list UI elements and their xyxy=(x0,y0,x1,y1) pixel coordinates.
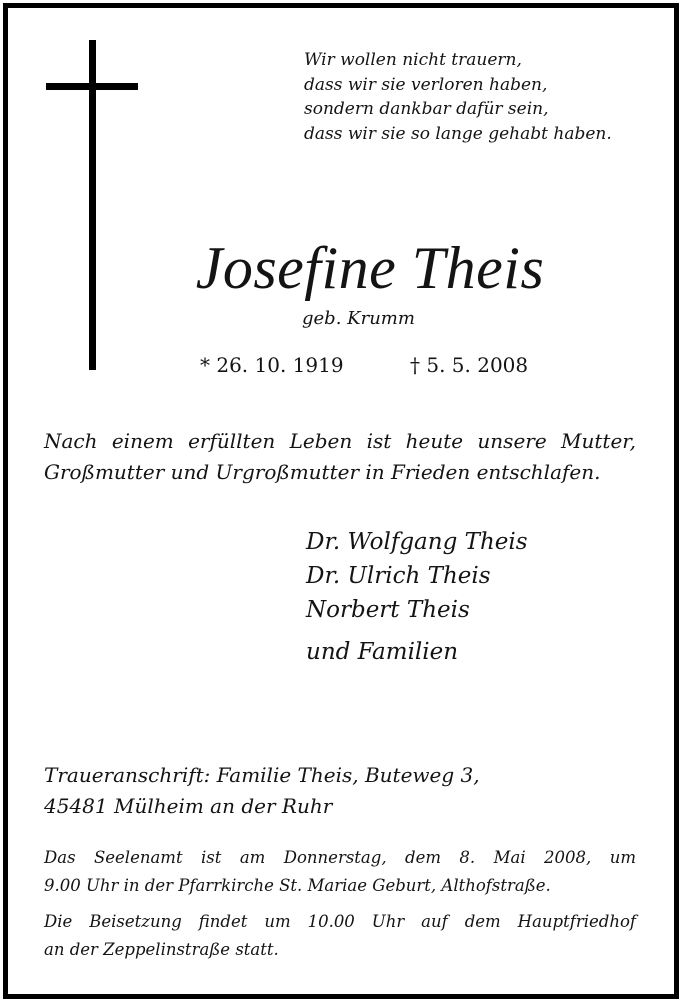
burial-notice xyxy=(44,908,636,964)
mourner-families: und Familien xyxy=(306,639,459,665)
requiem-notice xyxy=(44,844,636,900)
mourner-name: Dr. Ulrich Theis xyxy=(306,563,491,589)
mourning-address xyxy=(44,760,480,822)
death-date: † 5. 5. 2008 xyxy=(410,353,529,377)
cross-horizontal-bar xyxy=(46,83,138,90)
mourner-name: Norbert Theis xyxy=(306,597,470,623)
announcement-line: Großmutter und Urgroßmutter in Frieden entschlafen. xyxy=(44,460,601,484)
deceased-name: Josefine Theis xyxy=(195,235,545,301)
poem-line: Wir wollen nicht trauern, xyxy=(304,50,522,70)
announcement-text xyxy=(44,426,636,488)
announcement-line: Nach einem erfüllten Leben ist heute unsere Mutter, xyxy=(44,429,636,453)
burial-line: Die Beisetzung findet um 10.00 Uhr auf dem Hauptfriedhof xyxy=(44,912,636,931)
mourners-list xyxy=(306,525,528,669)
maiden-name: geb. Krumm xyxy=(302,308,415,329)
requiem-line: 9.00 Uhr in der Pfarrkirche St. Mariae Geburt, Althofstraße. xyxy=(44,876,551,895)
requiem-line: Das Seelenamt ist am Donnerstag, dem 8. Mai 2008, um xyxy=(44,848,636,867)
poem xyxy=(304,48,612,146)
poem-line: dass wir sie so lange gehabt haben. xyxy=(304,123,612,144)
mourner-name: Dr. Wolfgang Theis xyxy=(306,529,528,555)
address-line: 45481 Mülheim an der Ruhr xyxy=(44,794,333,818)
poem-line: dass wir sie verloren haben, xyxy=(304,74,548,95)
poem-line: sondern dankbar dafür sein, xyxy=(304,99,549,119)
burial-line: an der Zeppelinstraße statt. xyxy=(44,940,279,959)
address-line: Traueranschrift: Familie Theis, Buteweg 3, xyxy=(44,763,480,787)
birth-date: * 26. 10. 1919 xyxy=(200,353,344,377)
